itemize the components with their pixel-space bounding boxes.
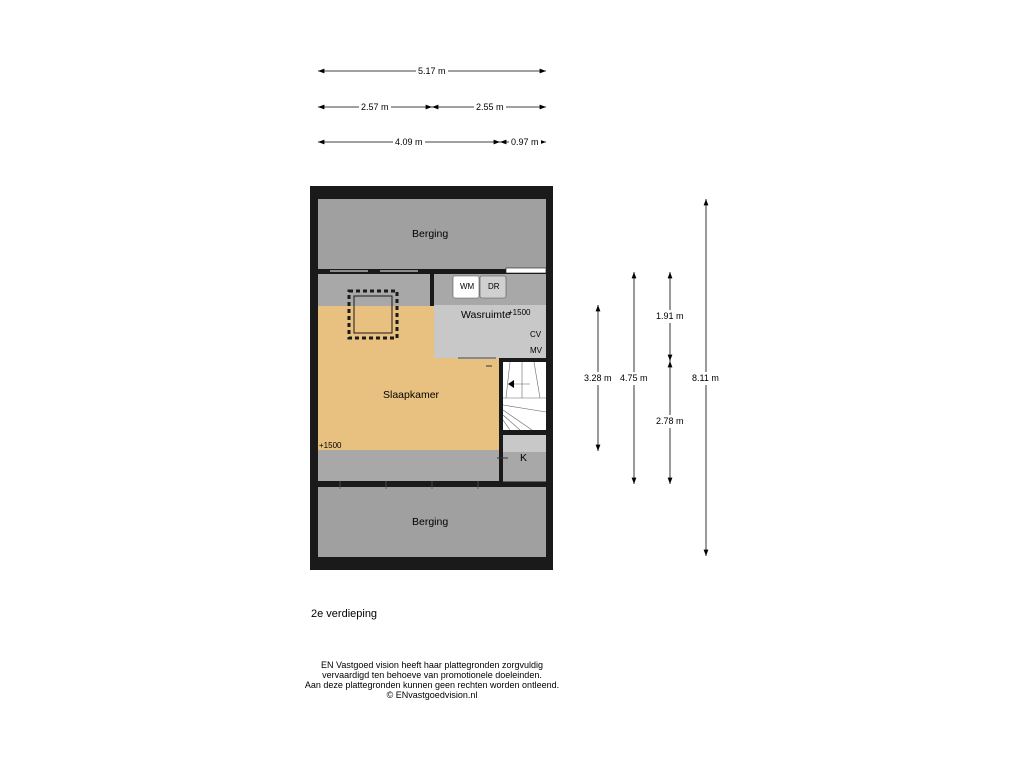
room-label-bedroom: Slaapkamer bbox=[383, 389, 440, 401]
label-boiler: CV bbox=[530, 330, 542, 339]
dim-upper-segment: 1.91 m bbox=[656, 311, 684, 321]
floor-label: 2e verdieping bbox=[311, 608, 378, 620]
label-washing-machine: WM bbox=[460, 282, 475, 291]
label-height-bedroom: +1500 bbox=[319, 441, 342, 450]
room-label-bottom-storage: Berging bbox=[412, 516, 449, 528]
label-height-laundry: +1500 bbox=[508, 308, 531, 317]
label-ventilation: MV bbox=[530, 346, 542, 355]
dim-middle-height: 4.75 m bbox=[620, 373, 648, 383]
room-label-top-storage: Berging bbox=[412, 228, 449, 240]
disclaimer-line-2: vervaardigd ten behoeve van promotionele doeleinden. bbox=[322, 670, 542, 680]
dimension-lines-vertical bbox=[598, 199, 706, 556]
bedroom-lower-strip bbox=[318, 450, 499, 481]
dim-segment-main: 4.09 m bbox=[395, 137, 423, 147]
dim-lower-segment: 2.78 m bbox=[656, 416, 684, 426]
dim-segment-small: 0.97 m bbox=[511, 137, 539, 147]
disclaimer-line-3: Aan deze plattegronden kunnen geen rechten worden ontleend. bbox=[304, 680, 560, 690]
dim-stair-height: 3.28 m bbox=[584, 373, 612, 383]
label-dryer: DR bbox=[488, 282, 500, 291]
disclaimer-line-1: EN Vastgoed vision heeft haar plattegronden zorgvuldig bbox=[321, 660, 543, 670]
disclaimer-line-4: © ENvastgoedvision.nl bbox=[386, 690, 478, 700]
room-label-laundry: Wasruimte bbox=[461, 309, 511, 321]
dim-segment-right: 2.55 m bbox=[476, 102, 504, 112]
room-label-closet: K bbox=[520, 452, 528, 464]
dimension-lines-horizontal bbox=[318, 71, 546, 142]
disclaimer bbox=[280, 660, 584, 700]
dim-total-height: 8.11 m bbox=[692, 373, 719, 383]
dim-segment-left: 2.57 m bbox=[361, 102, 389, 112]
dim-total-width: 5.17 m bbox=[418, 66, 446, 76]
